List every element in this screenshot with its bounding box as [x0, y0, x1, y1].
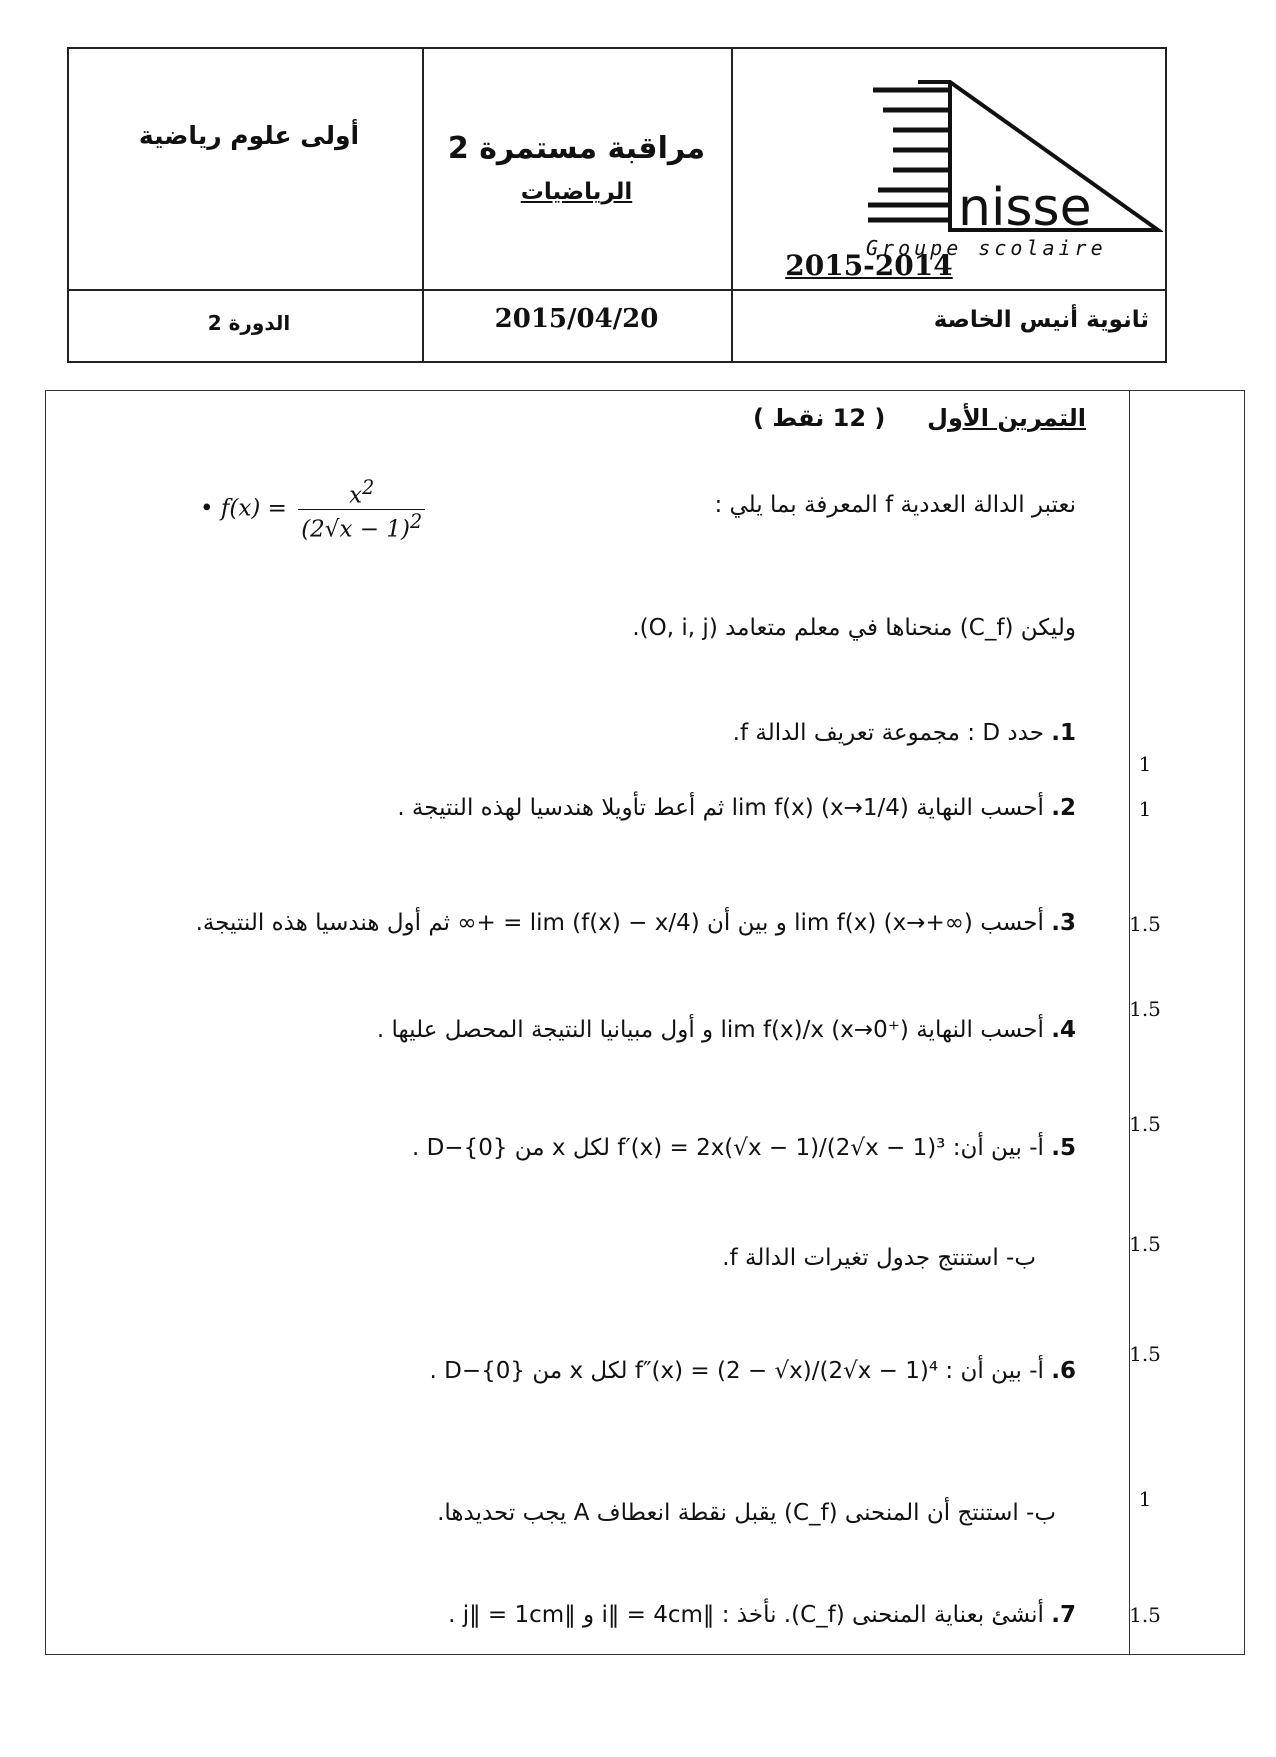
question-6a: 6. أ- بين أن : f″(x) = (2 − √x)/(2√x − 1)⁴ لكل x من D−{0} .	[429, 1358, 1076, 1384]
points-q3: 1.5	[1129, 912, 1161, 936]
school-name: ثانوية أنيس الخاصة	[933, 307, 1149, 333]
exercise-heading	[753, 404, 1086, 432]
points-q2: 1	[1138, 797, 1152, 821]
question-1: 1. حدد D : مجموعة تعريف الدالة f.	[732, 720, 1076, 746]
points-q1: 1	[1138, 752, 1152, 776]
points-q6a: 1.5	[1129, 1342, 1161, 1366]
exercise-title: التمرين الأول	[927, 404, 1086, 432]
intro-line	[714, 492, 1076, 518]
subject: الرياضيات	[520, 179, 633, 205]
curve-line: وليكن (C_f) منحناها في معلم متعامد (O, i, j).	[632, 615, 1076, 641]
question-6b: ب- استنتج أن المنحنى (C_f) يقبل نقطة انعطاف A يجب تحديدها.	[437, 1500, 1056, 1526]
points-q6b: 1	[1138, 1487, 1152, 1511]
question-2: 2. أحسب النهاية lim f(x) (x→1/4) ثم أعط تأويلا هندسيا لهذه النتيجة .	[397, 795, 1076, 821]
question-4: 4. أحسب النهاية lim f(x)/x (x→0⁺) و أول مبيانيا النتيجة المحصل عليها .	[376, 1017, 1076, 1043]
points-q5b: 1.5	[1129, 1232, 1161, 1256]
points-q5a: 1.5	[1129, 1112, 1161, 1136]
question-3: 3. أحسب lim f(x) (x→+∞) و بين أن lim (f(x) − x/4) = +∞ ثم أول هندسيا هذه النتيجة.	[195, 910, 1076, 936]
exam-title: مراقبة مستمرة 2	[447, 131, 706, 166]
class-level: أولى علوم رياضية	[138, 121, 360, 150]
session: الدورة 2	[207, 311, 291, 335]
school-logo	[858, 80, 1163, 280]
logo-text: nisse	[958, 178, 1092, 238]
school-year: 2015-2014	[785, 249, 953, 282]
logo-graphic	[858, 80, 1163, 280]
question-5b: ب- استنتج جدول تغيرات الدالة f.	[722, 1245, 1036, 1271]
points-q4: 1.5	[1129, 997, 1161, 1021]
logo-subtext: Groupe scolaire	[866, 236, 1107, 260]
intro-text: نعتبر الدالة العددية f المعرفة بما يلي :	[714, 492, 1076, 518]
exercise-points: ( 12 نقط )	[752, 404, 886, 432]
exam-date: 2015/04/20	[494, 304, 659, 334]
question-7: 7. أنشئ بعناية المنحنى (C_f). نأخذ : ‖i‖ = 4cm و ‖j‖ = 1cm .	[448, 1602, 1076, 1628]
points-q7: 1.5	[1129, 1603, 1161, 1627]
question-5a: 5. أ- بين أن: f′(x) = 2x(√x − 1)/(2√x − 1)³ لكل x من D−{0} .	[411, 1135, 1076, 1161]
function-definition: • f(x) = $\frac{x^2}{(2√x - 1)^2}$	[200, 476, 429, 542]
